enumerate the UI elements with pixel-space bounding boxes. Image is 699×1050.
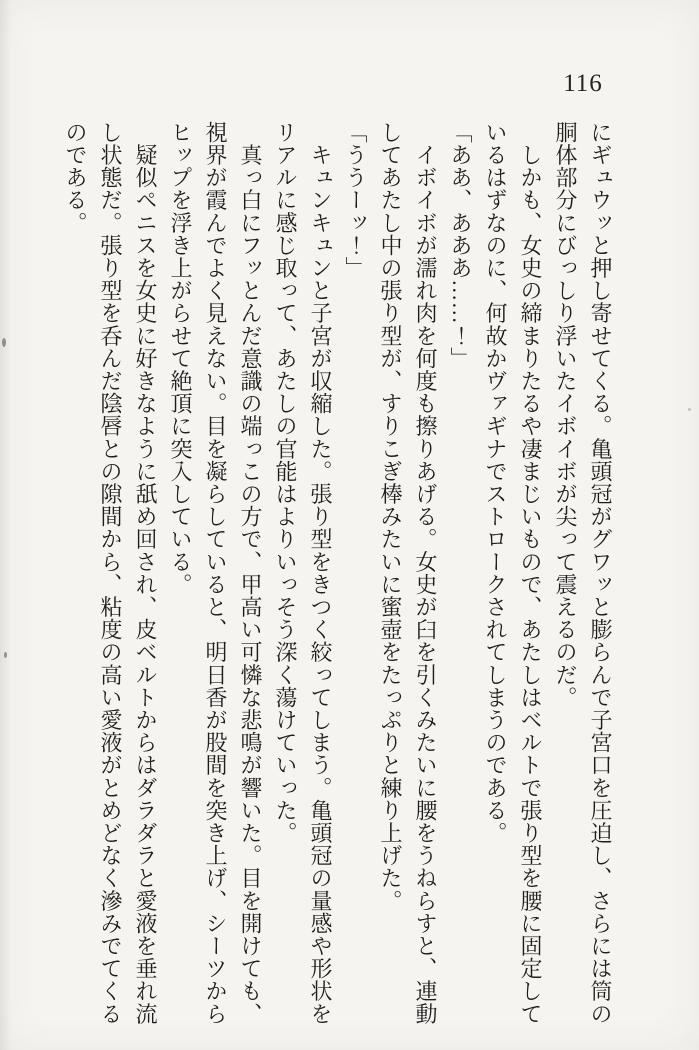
paragraph: イボイボが濡れ肉を何度も擦りあげる。女史が臼を引くみたいに腰をうねらすと、連動してあたし中の張り型が、すりこぎ棒みたいに蜜壺をたっぷりと練り上げた。 — [378, 121, 438, 1025]
paragraph-dialogue: 「ああ、あああ……！」 — [448, 121, 473, 370]
paragraph: しかも、女史の締まりたるや凄まじいもので、あたしはベルトで張り型を腰に固定しているはずなのに、何故かヴァギナでストロークされてしまうのである。 — [483, 121, 543, 1025]
paragraph: にギュウッと押し寄せてくる。亀頭冠がグワッと膨らんで子宮口を圧迫し、さらには筒の胴体部分にびっしり浮いたイボイボが尖って震えるのだ。 — [553, 121, 613, 1025]
body-text — [58, 121, 618, 1033]
scan-speck — [4, 652, 7, 658]
paragraph-dialogue: 「ううーッ！」 — [343, 121, 368, 280]
paragraph: 真っ白にフッとんだ意識の端っこの方で、甲高い可憐な悲鳴が響いた。目を開けても、視界が霞んでよく見えない。目を凝らしていると、明日香が股間を突き上げ、シーツからヒップを浮き上がらせて絶頂に突入している。 — [168, 121, 263, 1025]
page-number: 116 — [563, 70, 603, 97]
scan-speck — [2, 338, 6, 347]
scan-gutter-shadow — [0, 0, 12, 1050]
paragraph: 疑似ペニスを女史に好きなように舐め回され、皮ベルトからはダラダラと愛液を垂れ流し状態だ。張り型を呑んだ陰唇との隙間から、粘度の高い愛液がとめどなく滲みでてくるのである。 — [63, 121, 158, 1025]
paragraph: キュンキュンと子宮が収縮した。張り型をきつく絞ってしまう。亀頭冠の量感や形状をリアルに感じ取って、あたしの官能はよりいっそう深く蕩けていった。 — [273, 121, 333, 1025]
scan-speck — [688, 408, 691, 411]
